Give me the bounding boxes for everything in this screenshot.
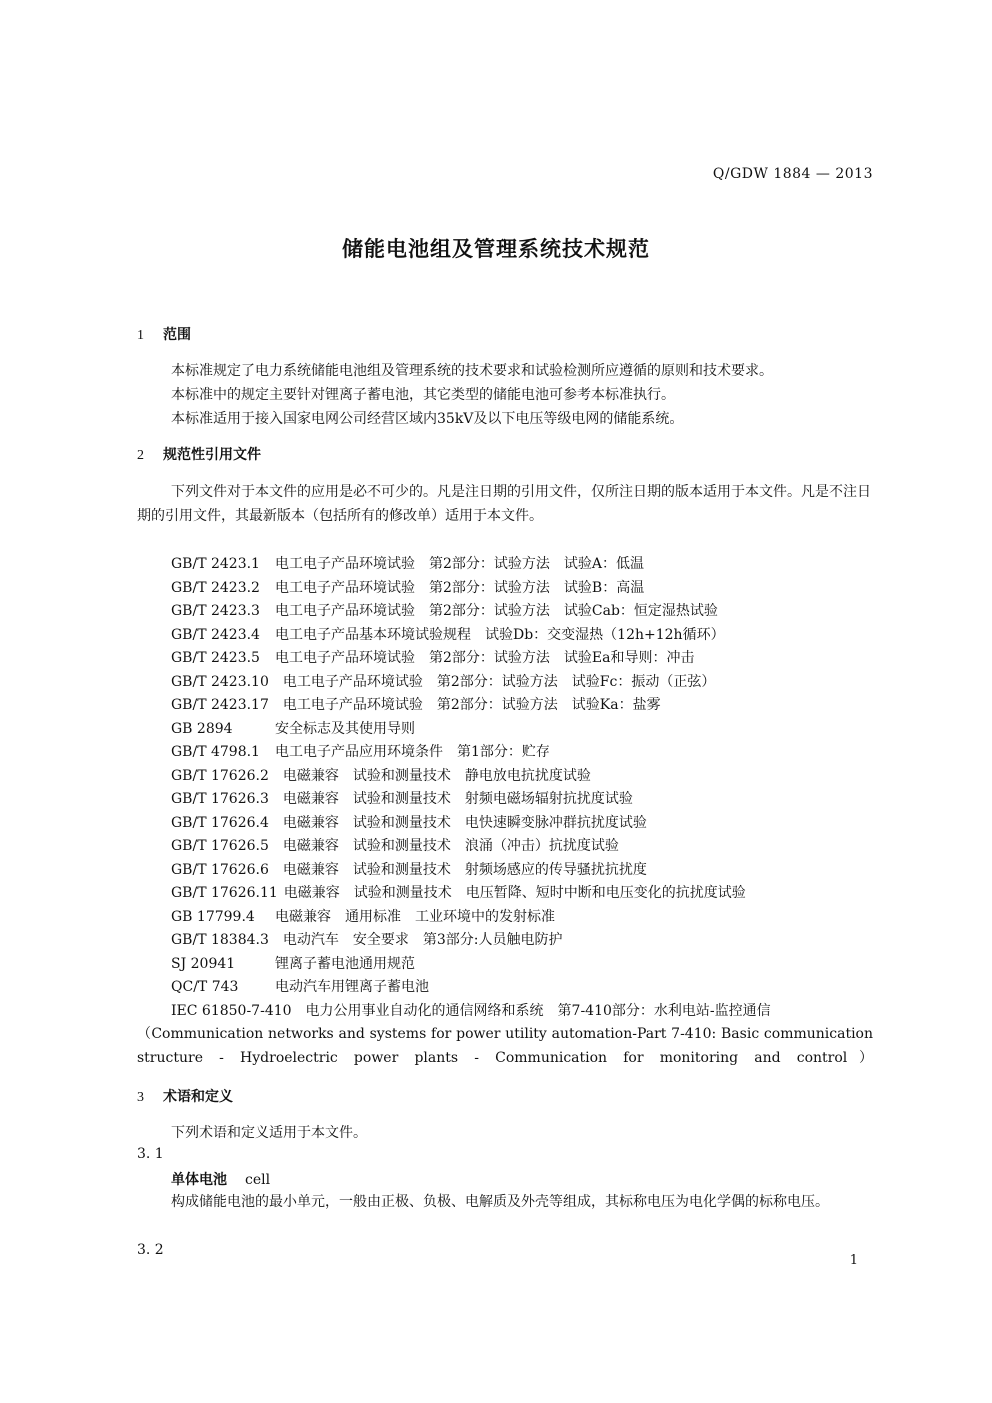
reference-title: 电工电子产品环境试验 第2部分：试验方法 试验A：低温 [275, 556, 645, 572]
reference-code: SJ 20941 [171, 956, 236, 972]
page-number: 1 [849, 1253, 858, 1268]
reference-code: GB/T 2423.2 [171, 580, 260, 596]
reference-code: GB/T 2423.4 [171, 627, 260, 643]
reference-code: GB/T 4798.1 [171, 744, 260, 760]
reference-item [171, 718, 415, 738]
reference-title: 电动汽车用锂离子蓄电池 [275, 979, 429, 995]
reference-code: GB/T 17626.4 [171, 815, 269, 831]
term-number: 3. 2 [137, 1242, 164, 1258]
reference-title: 电磁兼容 试验和测量技术 射频电磁场辐射抗扰度试验 [282, 791, 633, 807]
reference-code: GB/T 2423.10 [171, 674, 269, 690]
section-2-heading [137, 444, 261, 464]
reference-item [171, 906, 555, 926]
reference-title: 电工电子产品环境试验 第2部分：试验方法 试验Ea和导则：冲击 [275, 650, 695, 666]
reference-title: 安全标志及其使用导则 [275, 721, 415, 737]
reference-code: QC/T 743 [171, 979, 239, 995]
reference-title: 电磁兼容 试验和测量技术 浪涌（冲击）抗扰度试验 [282, 838, 619, 854]
reference-code: GB/T 17626.11 [171, 885, 278, 901]
reference-item [171, 553, 644, 573]
reference-title: 电工电子产品基本环境试验规程 试验Db：交变湿热（12h+12h循环） [275, 627, 725, 643]
reference-item [171, 859, 647, 879]
reference-item [171, 671, 715, 691]
term-definition: 构成储能电池的最小单元，一般由正极、负极、电解质及外壳等组成，其标称电压为电化学偶的标称电压。 [171, 1194, 829, 1210]
term-heading [171, 1169, 270, 1189]
reference-code: GB/T 17626.2 [171, 768, 269, 784]
term-zh: 单体电池 [171, 1172, 227, 1188]
reference-item [171, 835, 619, 855]
reference-item [171, 624, 725, 644]
section-number: 2 [137, 448, 144, 463]
reference-item [171, 929, 563, 949]
reference-item [171, 694, 661, 714]
reference-code: GB/T 17626.3 [171, 791, 269, 807]
term-en: cell [245, 1172, 271, 1188]
reference-item [171, 976, 429, 996]
reference-title: 电工电子产品环境试验 第2部分：试验方法 试验Cab：恒定湿热试验 [275, 603, 718, 619]
reference-code: GB/T 2423.1 [171, 556, 260, 572]
reference-title: 电磁兼容 试验和测量技术 电压暂降、短时中断和电压变化的抗扰度试验 [283, 885, 746, 901]
reference-code: GB/T 17626.5 [171, 838, 269, 854]
reference-title: 电磁兼容 试验和测量技术 静电放电抗扰度试验 [282, 768, 591, 784]
section-title: 范围 [163, 327, 191, 343]
paragraph: 本标准适用于接入国家电网公司经营区域内35kV及以下电压等级电网的储能系统。 [171, 411, 684, 427]
reference-item [171, 577, 644, 597]
standard-code: Q/GDW 1884 — 2013 [712, 166, 873, 182]
reference-item [171, 741, 550, 761]
reference-code: GB/T 18384.3 [171, 932, 269, 948]
reference-item [171, 812, 647, 832]
reference-item [171, 788, 633, 808]
section-3-intro: 下列术语和定义适用于本文件。 [171, 1125, 367, 1141]
reference-item [171, 765, 591, 785]
reference-item [171, 953, 415, 973]
section-title: 规范性引用文件 [163, 447, 261, 463]
reference-title: 电工电子产品应用环境条件 第1部分：贮存 [275, 744, 550, 760]
reference-title: 电工电子产品环境试验 第2部分：试验方法 试验Fc：振动（正弦） [282, 674, 716, 690]
reference-title: 电工电子产品环境试验 第2部分：试验方法 试验Ka：盐雾 [282, 697, 661, 713]
section-number: 3 [137, 1090, 144, 1105]
reference-item [171, 882, 746, 902]
reference-code: GB/T 2423.17 [171, 697, 269, 713]
paragraph: 本标准规定了电力系统储能电池组及管理系统的技术要求和试验检测所应遵循的原则和技术要求。 [171, 363, 773, 379]
reference-code: GB/T 2423.5 [171, 650, 260, 666]
reference-title: 电磁兼容 通用标准 工业环境中的发射标准 [275, 909, 555, 925]
paragraph: 本标准中的规定主要针对锂离子蓄电池，其它类型的储能电池可参考本标准执行。 [171, 387, 675, 403]
iec-reference-english: （Communication networks and systems for power utility automation-Part 7-410: Basic communication structure - Hydroelectric power plants - Communication for monitoring and control） [137, 1026, 873, 1066]
section-3-heading [137, 1086, 233, 1106]
reference-title: 电磁兼容 试验和测量技术 射频场感应的传导骚扰抗扰度 [282, 862, 647, 878]
reference-item [171, 647, 694, 667]
reference-title: 电工电子产品环境试验 第2部分：试验方法 试验B：高温 [275, 580, 645, 596]
section-1-heading [137, 324, 191, 344]
reference-code: GB/T 2423.3 [171, 603, 260, 619]
reference-title: 电动汽车 安全要求 第3部分:人员触电防护 [282, 932, 563, 948]
iec-reference: IEC 61850-7-410 电力公用事业自动化的通信网络和系统 第7-410部分：水利电站-监控通信 [171, 1003, 771, 1019]
reference-title: 锂离子蓄电池通用规范 [275, 956, 415, 972]
document-title: 储能电池组及管理系统技术规范 [342, 237, 650, 261]
reference-code: GB 17799.4 [171, 909, 255, 925]
reference-title: 电磁兼容 试验和测量技术 电快速瞬变脉冲群抗扰度试验 [282, 815, 647, 831]
section-number: 1 [137, 328, 144, 343]
term-number: 3. 1 [137, 1146, 164, 1162]
reference-item [171, 600, 718, 620]
section-2-intro: 下列文件对于本文件的应用是必不可少的。凡是注日期的引用文件，仅所注日期的版本适用于本文件。凡是不注日期的引用文件，其最新版本（包括所有的修改单）适用于本文件。 [137, 484, 871, 524]
section-title: 术语和定义 [163, 1089, 233, 1105]
reference-code: GB/T 17626.6 [171, 862, 269, 878]
reference-code: GB 2894 [171, 721, 233, 737]
